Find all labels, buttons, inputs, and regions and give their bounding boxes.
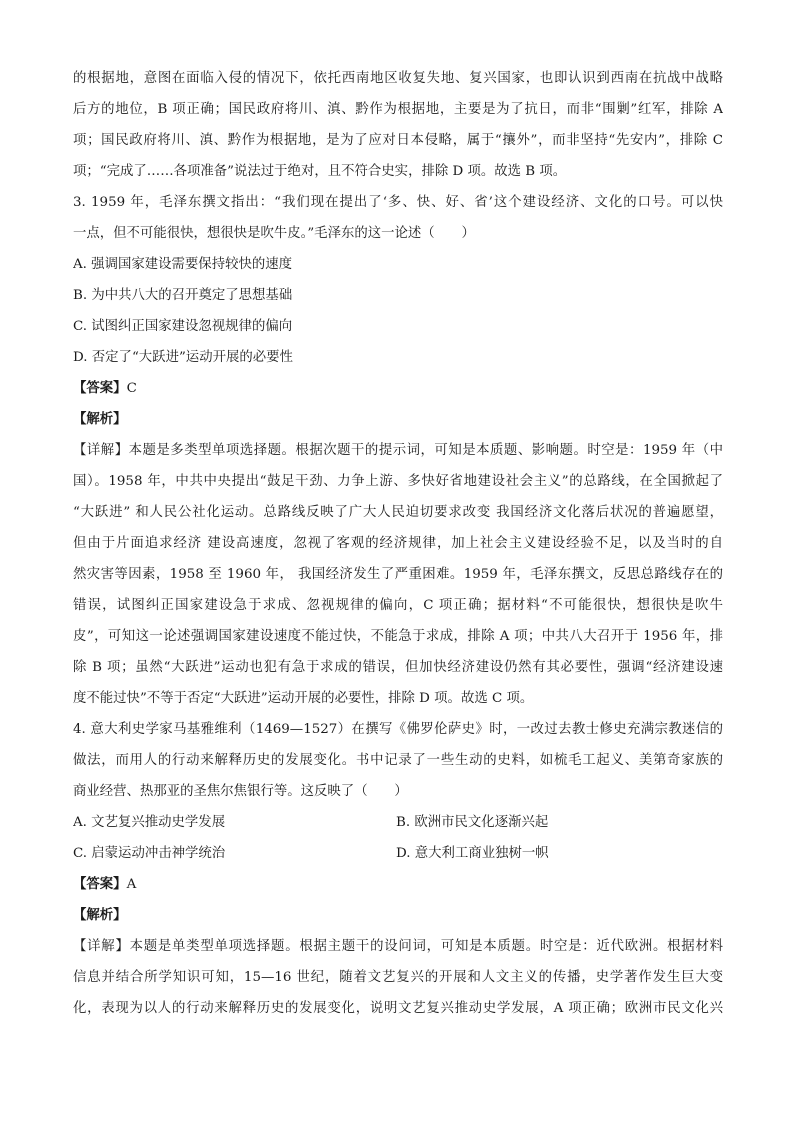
- question-3-stem-line: 一点，但不可能很快，想很快是吹牛皮。”毛泽东的这一论述（ ）: [73, 226, 475, 241]
- question-4-detail-line: 化，表现为以人的行动来解释历史的发展变化，说明文艺复兴推动史学发展，A 项正确；欧洲市民文化兴: [73, 1001, 723, 1016]
- question-3-detail-line: 但由于片面追求经济 建设高速度，忽视了客观的经济规律，加上社会主义建设经验不足，以及当时的自: [73, 536, 723, 551]
- question-3-detail-line: 然灾害等因素，1958 至 1960 年， 我国经济发生了严重困难。1959 年，毛泽东撰文，反思总路线存在的: [73, 567, 723, 582]
- question-4-option-b: B. 欧洲市民文化逐渐兴起: [396, 815, 549, 830]
- paragraph-line: 项；“完成了……各项准备”说法过于绝对，且不符合史实，排除 D 项。故选 B 项。: [73, 164, 567, 179]
- question-3-option-c: C. 试图纠正国家建设忽视规律的偏向: [73, 319, 293, 334]
- question-4-stem-line: 做法，而用人的行动来解释历史的发展变化。书中记录了一些生动的史料，如梳毛工起义、美第奇家族的: [73, 753, 723, 768]
- question-4-option-c: C. 启蒙运动冲击神学统治: [73, 846, 226, 861]
- page-content: [73, 63, 723, 1024]
- question-3-detail-line: “大跃进” 和人民公社化运动。总路线反映了广大人民迫切要求改变 我国经济文化落后状况的普遍愿望，: [73, 505, 723, 520]
- question-4-detail-line: 【详解】本题是单类型单项选择题。根据主题干的设问词，可知是本质题。时空是：近代欧洲。根据材料: [73, 939, 723, 954]
- paragraph-line: 的根据地，意图在面临入侵的情况下，依托西南地区收复失地、复兴国家，也即认识到西南在抗战中战略: [73, 71, 723, 86]
- paragraph-line: 后方的地位，B 项正确；国民政府将川、滇、黔作为根据地，主要是为了抗日，而非“围剿”红军，排除 A: [73, 102, 723, 117]
- question-3-answer: [73, 373, 723, 404]
- question-4-stem-line: 4. 意大利史学家马基雅维利（1469—1527）在撰写《佛罗伦萨史》时，一改过去教士修史充满宗教迷信的: [73, 722, 723, 737]
- question-3-detail-line: 除 B 项；虽然“大跃进”运动也犯有急于求成的错误，但加快经济建设仍然有其必要性，强调“经济建设速: [73, 660, 723, 675]
- question-4-answer: [73, 869, 723, 900]
- question-4-option-a: A. 文艺复兴推动史学发展: [73, 815, 226, 830]
- answer-value: A: [126, 877, 137, 892]
- question-3-detail-line: 皮”，可知这一论述强调国家建设速度不能过快，不能急于求成，排除 A 项；中共八大召开于 1956 年，排: [73, 629, 723, 644]
- question-4-option-d: D. 意大利工商业独树一帜: [396, 846, 549, 861]
- question-3-analysis-label: 【解析】: [73, 411, 127, 427]
- paragraph-line: 项；国民政府将川、滇、黔作为根据地，是为了应对日本侵略，属于“攘外”，而非坚持“先安内”，排除 C: [73, 133, 723, 148]
- question-3-detail-line: 错误，试图纠正国家建设急于求成、忽视规律的偏向，C 项正确；据材料“不可能很快，想很快是吹牛: [73, 598, 723, 613]
- question-3-detail-line: 【详解】本题是多类型单项选择题。根据次题干的提示词，可知是本质题、影响题。时空是：1959 年（中: [73, 443, 723, 458]
- question-4-options-row: [73, 807, 723, 838]
- answer-label: 【答案】: [73, 876, 127, 892]
- answer-value: C: [126, 381, 137, 396]
- question-4-detail-line: 信息并结合所学知识可知，15—16 世纪，随着文艺复兴的开展和人文主义的传播，史学著作发生巨大变: [73, 970, 723, 985]
- answer-label: 【答案】: [73, 380, 127, 396]
- question-3-option-d: D. 否定了“大跃进”运动开展的必要性: [73, 350, 293, 365]
- question-3-detail-line: 度不能过快”不等于否定“大跃进”运动开展的必要性，排除 D 项。故选 C 项。: [73, 691, 534, 706]
- question-3-option-b: B. 为中共八大的召开奠定了思想基础: [73, 288, 293, 303]
- question-3-detail-line: 国）。1958 年，中共中央提出“鼓足干劲、力争上游、多快好省地建设社会主义”的总路线，在全国掀起了: [73, 474, 723, 489]
- question-3-option-a: A. 强调国家建设需要保持较快的速度: [73, 257, 293, 272]
- question-4-analysis-label: 【解析】: [73, 907, 127, 923]
- question-4-stem-line: 商业经营、热那亚的圣焦尔焦银行等。这反映了（ ）: [73, 784, 408, 799]
- question-4-options-row: [73, 838, 723, 869]
- question-3-stem-line: 3. 1959 年，毛泽东撰文指出：“我们现在提出了‘多、快、好、省’这个建设经济、文化的口号。可以快: [73, 195, 723, 210]
